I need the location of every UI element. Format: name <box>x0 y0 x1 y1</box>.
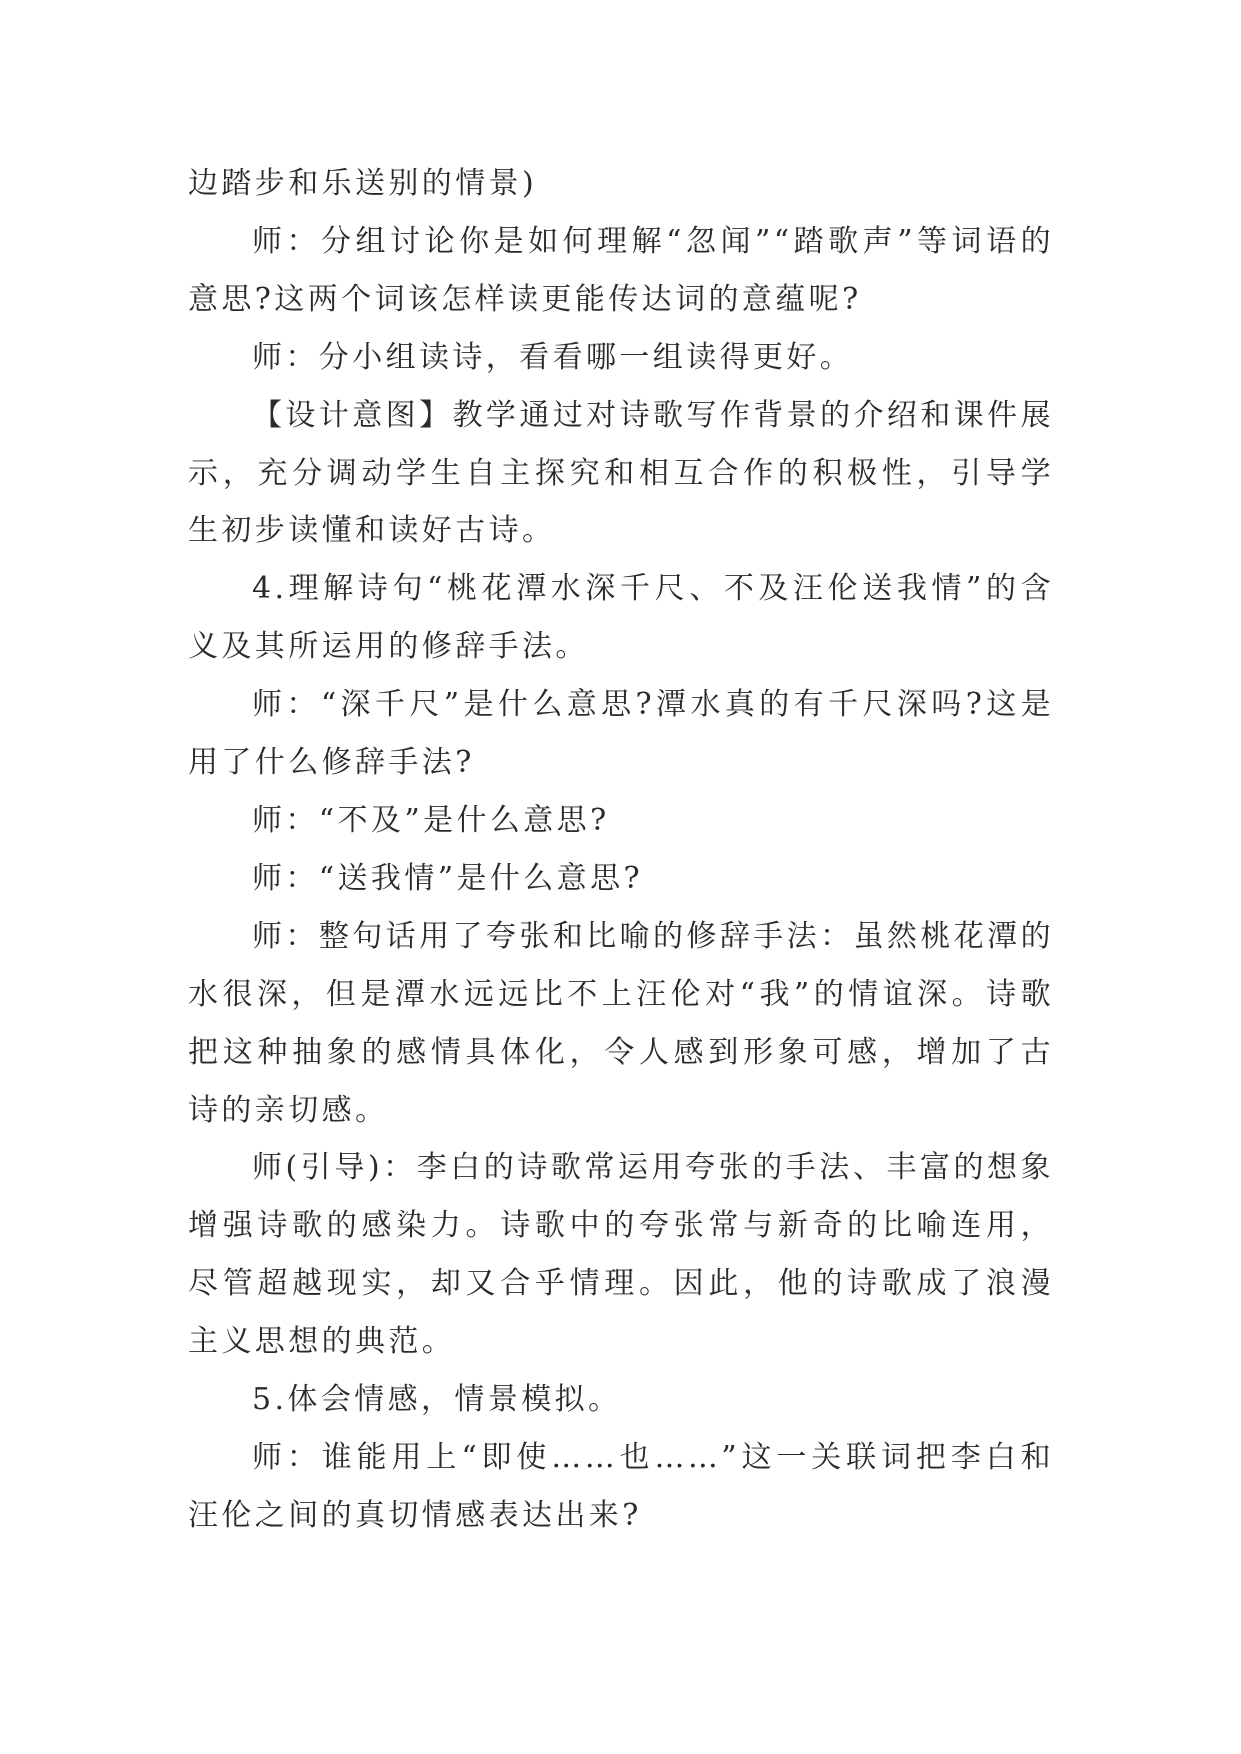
paragraph-rhetoric-explanation: 师：整句话用了夸张和比喻的修辞手法：虽然桃花潭的水很深，但是潭水远远比不上汪伦对“我”的情谊深。诗歌把这种抽象的感情具体化，令人感到形象可感，增加了古诗的亲切感。 <box>188 918 1054 1128</box>
paragraph-question-depth: 师：“深千尺”是什么意思?潭水真的有千尺深吗?这是用了什么修辞手法? <box>188 687 1054 781</box>
paragraph-question-buji: 师：“不及”是什么意思? <box>252 802 610 838</box>
paragraph-design-intent: 【设计意图】教学通过对诗歌写作背景的介绍和课件展示，充分调动学生自主探究和相互合作的积极性，引导学生初步读懂和读好古诗。 <box>188 397 1054 549</box>
paragraph-group-discussion: 师：分组讨论你是如何理解“忽闻”“踏歌声”等词语的意思?这两个词该怎样读更能传达词的意蕴呢? <box>188 223 1054 317</box>
paragraph-question-songwoqing: 师：“送我情”是什么意思? <box>252 860 643 896</box>
document-body <box>188 155 1054 1545</box>
paragraph-teacher-guidance: 师(引导)：李白的诗歌常运用夸张的手法、丰富的想象增强诗歌的感染力。诗歌中的夸张常与新奇的比喻连用，尽管超越现实，却又合乎情理。因此，他的诗歌成了浪漫主义思想的典范。 <box>188 1150 1054 1360</box>
paragraph-step-4: 4.理解诗句“桃花潭水深千尺、不及汪伦送我情”的含义及其所运用的修辞手法。 <box>188 571 1054 665</box>
paragraph-conjunction-question: 师：谁能用上“即使……也……”这一关联词把李白和汪伦之间的真切情感表达出来? <box>188 1439 1054 1533</box>
paragraph-group-reading: 师：分小组读诗，看看哪一组读得更好。 <box>252 339 854 375</box>
paragraph-continuation: 边踏步和乐送别的情景) <box>188 166 538 201</box>
paragraph-step-5: 5.体会情感，情景模拟。 <box>252 1382 622 1418</box>
